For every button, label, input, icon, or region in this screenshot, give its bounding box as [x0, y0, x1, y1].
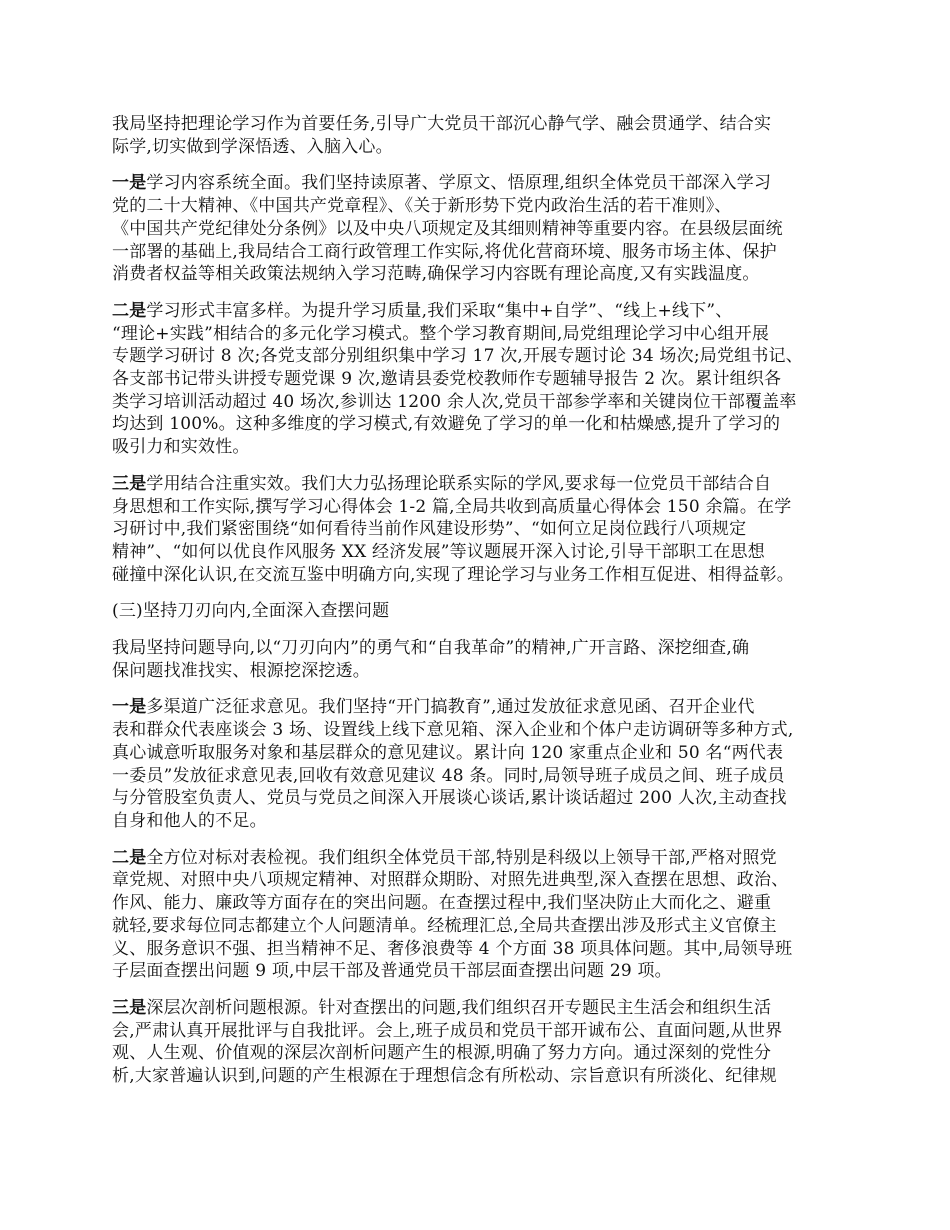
text-line	[112, 391, 842, 414]
text-line	[112, 915, 842, 938]
text-line	[112, 660, 842, 683]
line-text: 作风、能力、廉政等方面存在的突出问题。在查摆过程中,我们坚决防止大而化之、避重	[112, 893, 772, 914]
line-text: 就轻,要求每位同志都建立个人问题清单。经梳理汇总,全局共查摆出涉及形式主义官僚主	[112, 915, 777, 936]
paragraph	[112, 300, 842, 459]
text-line	[112, 847, 842, 870]
line-text: 会,严肃认真开展批评与自我批评。会上,班子成员和党员干部开诚布公、直面问题,从世界	[112, 1020, 783, 1041]
text-line	[112, 1020, 842, 1043]
text-line	[112, 765, 842, 788]
paragraph-lead: 二是	[112, 847, 147, 868]
paragraph	[112, 637, 842, 682]
line-text: 精神”、“如何以优良作风服务 XX 经济发展”等议题展开深入讨论,引导干部职工在思想	[112, 541, 765, 562]
line-text: 子层面查摆出问题 9 项,中层干部及普通党员干部层面查摆出问题 29 项。	[112, 961, 672, 982]
line-text: 自身和他人的不足。	[112, 810, 267, 831]
line-text: 身思想和工作实际,撰写学习心得体会 1-2 篇,全局共收到高质量心得体会 150 余篇。在学	[112, 496, 792, 517]
line-text: 一委员”发放征求意见表,回收有效意见建议 48 条。同时,局领导班子成员之间、班子成员	[112, 765, 785, 786]
line-text: 深层次剖析问题根源。针对查摆出的问题,我们组织召开专题民主生活会和组织生活	[146, 997, 772, 1018]
line-text: 碰撞中深化认识,在交流互鉴中明确方向,实现了理论学习与业务工作相互促进、相得益彰。	[112, 564, 795, 585]
text-line	[112, 541, 842, 564]
line-text: 均达到 100%。这种多维度的学习模式,有效避免了学习的单一化和枯燥感,提升了学习的	[112, 414, 781, 435]
line-text: 《中国共产党纪律处分条例》以及中央八项规定及其细则精神等重要内容。在县级层面统	[112, 218, 783, 239]
text-line	[112, 473, 842, 496]
document-page	[112, 113, 842, 1102]
paragraph	[112, 113, 842, 158]
text-line	[112, 938, 842, 961]
text-line	[112, 810, 842, 833]
line-text: 类学习培训活动超过 40 场次,参训达 1200 余人次,党员干部参学率和关键岗位干部覆盖率	[112, 391, 797, 412]
text-line	[112, 368, 842, 391]
text-line	[112, 172, 842, 195]
paragraph	[112, 473, 842, 587]
text-line	[112, 564, 842, 587]
paragraph	[112, 997, 842, 1088]
line-text: 表和群众代表座谈会 3 场、设置线上线下意见箱、深入企业和个体户走访调研等多种方式,	[112, 720, 794, 741]
text-line	[112, 218, 842, 241]
line-text: “理论+实践”相结合的多元化学习模式。整个学习教育期间,局党组理论学习中心组开展	[112, 323, 770, 344]
paragraph-lead: 二是	[112, 300, 147, 321]
line-text: 各支部书记带头讲授专题党课 9 次,邀请县委党校教师作专题辅导报告 2 次。累计组织各	[112, 369, 782, 390]
text-line	[112, 1065, 842, 1088]
text-line	[112, 241, 842, 264]
text-line	[112, 892, 842, 915]
line-text: 全方位对标对表检视。我们组织全体党员干部,特别是科级以上领导干部,严格对照党	[146, 847, 777, 868]
text-line	[112, 518, 842, 541]
paragraph	[112, 847, 842, 983]
line-text: 学习内容系统全面。我们坚持读原著、学原文、悟原理,组织全体党员干部深入学习	[146, 173, 772, 194]
paragraph-lead: 一是	[112, 173, 147, 194]
line-text: 章党规、对照中央八项规定精神、对照群众期盼、对照先进典型,深入查摆在思想、政治、	[112, 870, 789, 891]
line-text: 际学,切实做到学深悟透、入脑入心。	[112, 136, 393, 157]
text-line	[112, 869, 842, 892]
text-line	[112, 113, 842, 136]
text-line	[112, 136, 842, 159]
paragraph-lead: 三是	[112, 473, 147, 494]
text-line	[112, 496, 842, 519]
text-line	[112, 742, 842, 765]
line-text: 学用结合注重实效。我们大力弘扬理论联系实际的学风,要求每一位党员干部结合自	[146, 473, 772, 494]
text-line	[112, 600, 842, 623]
line-text: 义、服务意识不强、担当精神不足、奢侈浪费等 4 个方面 38 项具体问题。其中,局领导班	[112, 938, 793, 959]
line-text: 消费者权益等相关政策法规纳入学习范畴,确保学习内容既有理论高度,又有实践温度。	[112, 264, 760, 285]
line-text: 多渠道广泛征求意见。我们坚持“开门搞教育”,通过发放征求意见函、召开企业代	[146, 697, 755, 718]
text-line	[112, 1042, 842, 1065]
paragraph	[112, 696, 842, 832]
text-line	[112, 436, 842, 459]
text-line	[112, 345, 842, 368]
text-line	[112, 413, 842, 436]
text-line	[112, 195, 842, 218]
line-text: 我局坚持把理论学习作为首要任务,引导广大党员干部沉心静气学、融会贯通学、结合实	[112, 114, 772, 134]
line-text: 学习形式丰富多样。为提升学习质量,我们采取“集中+自学”、“线上+线下”、	[146, 300, 733, 321]
text-line	[112, 997, 842, 1020]
line-text: 观、人生观、价值观的深层次剖析问题产生的根源,明确了努力方向。通过深刻的党性分	[112, 1043, 772, 1064]
text-line	[112, 787, 842, 810]
line-text: 一部署的基础上,我局结合工商行政管理工作实际,将优化营商环境、服务市场主体、保护	[112, 241, 777, 262]
line-text: 吸引力和实效性。	[112, 437, 250, 458]
text-line	[112, 719, 842, 742]
line-text: 专题学习研讨 8 次;各党支部分别组织集中学习 17 次,开展专题讨论 34 场次;局党组书记、	[112, 346, 803, 367]
text-line	[112, 263, 842, 286]
line-text: 习研讨中,我们紧密围绕“如何看待当前作风建设形势”、“如何立足岗位践行八项规定	[112, 519, 747, 540]
text-line	[112, 960, 842, 983]
line-text: (三)坚持刀刃向内,全面深入查摆问题	[112, 601, 390, 622]
text-line	[112, 637, 842, 660]
paragraph-lead: 三是	[112, 997, 147, 1018]
text-line	[112, 300, 842, 323]
line-text: 我局坚持问题导向,以“刀刃向内”的勇气和“自我革命”的精神,广开言路、深挖细查,确	[112, 638, 750, 659]
paragraph-lead: 一是	[112, 697, 147, 718]
text-line	[112, 696, 842, 719]
line-text: 与分管股室负责人、党员与党员之间深入开展谈心谈话,累计谈话超过 200 人次,主动查找	[112, 788, 787, 809]
line-text: 析,大家普遍认识到,问题的产生根源在于理想信念有所松动、宗旨意识有所淡化、纪律规	[112, 1066, 777, 1087]
paragraph	[112, 600, 842, 623]
text-line	[112, 323, 842, 346]
line-text: 保问题找准找实、根源挖深挖透。	[112, 660, 370, 681]
line-text: 真心诚意听取服务对象和基层群众的意见建议。累计向 120 家重点企业和 50 名“两代表	[112, 742, 784, 763]
line-text: 党的二十大精神、《中国共产党章程》、《关于新形势下党内政治生活的若干准则》、	[112, 196, 732, 217]
paragraph	[112, 172, 842, 286]
